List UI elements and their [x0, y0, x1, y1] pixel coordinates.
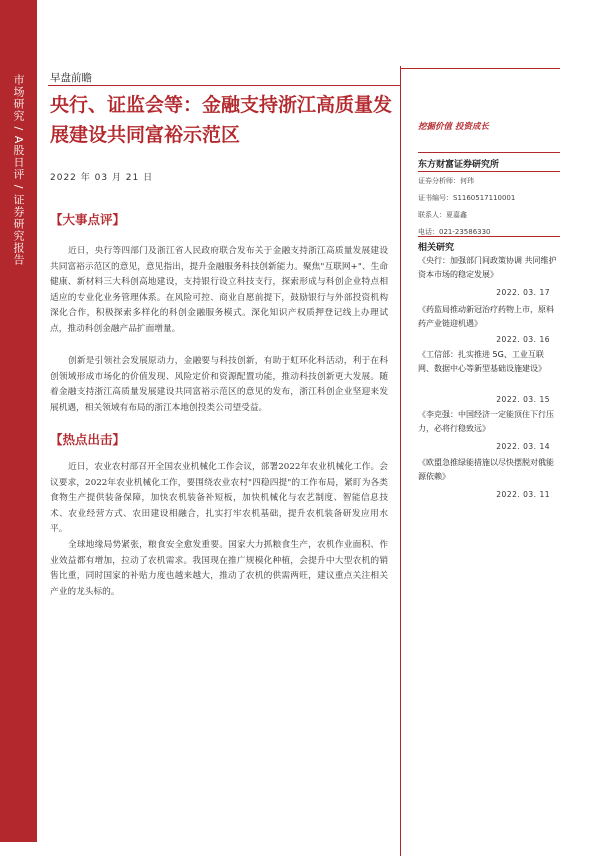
- slogan: 挖掘价值 投资成长: [418, 122, 489, 132]
- red-sidebar: [0, 0, 37, 842]
- paragraph: 近日，农业农村部召开全国农业机械化工作会议，部署2022年农业机械化工作。会议要求，2022年农业机械化工作，要围绕农业农村"四稳四提"的工作布局，紧盯为各类食物生产提供装备保障，加快农机装备补短板，加快机械化与农艺制度、智能信息技术、农业经营方式、农田建设相融合，扎实打牢农机基础，提升农机装备研发应用水平。: [50, 462, 388, 534]
- related-report-link[interactable]: 《工信部：扎实推进 5G、工业互联网、数据中心等新型基础设施建设》: [418, 350, 546, 373]
- related-report-date: 2022. 03. 15: [496, 395, 550, 404]
- page-title: 央行、证监会等：金融支持浙江高质量发展建设共同富裕示范区: [50, 94, 393, 146]
- section-heading-hotspots: 【热点出击】: [50, 432, 126, 447]
- right-rule-related: [418, 236, 560, 237]
- related-report-date: 2022. 03. 16: [496, 335, 550, 344]
- cert-number: 证书编号：S1160517110001: [418, 194, 516, 202]
- institute-name: 东方财富证券研究所: [418, 160, 500, 170]
- phone: 电话：021-23586330: [418, 228, 491, 236]
- right-rule-institute: [418, 171, 560, 172]
- related-heading: 相关研究: [418, 243, 455, 253]
- related-report-date: 2022. 03. 17: [496, 288, 550, 297]
- related-report-link[interactable]: 《欧盟急推绿能措施以尽快摆脱对俄能源依赖》: [418, 458, 554, 481]
- column-divider: [400, 66, 401, 856]
- right-header-divider: [400, 68, 560, 69]
- paragraph: 创新是引领社会发展原动力，金融要与科技创新，有助于虹环化科活动，利于在科创领域形成市场化的价值发现、风险定价和资源配置功能，推动科技创新更大发展。随着金融支持浙江高质量发展建设共同富裕示范区的意见的发布，浙江科创企业坚迎来发展机遇，相关领域有布局的浙江本地创投类公司望受益。: [50, 356, 388, 413]
- paragraph: 近日，央行等四部门及浙江省人民政府联合发布关于金融支持浙江高质量发展建设共同富裕示范区的意见，意见指出，提升金融服务科技创新能力。聚焦"互联网+"、生命健康、新材料三大科创高地建设，支持银行设立科技支行，探索形成与科创企业特点相适应的专业化业务管理体系。在风险可控、商业自愿前提下，鼓励银行与外部投资机构深化合作，积极探索多样化的科创金融服务模式。深化知识产权质押登记线上办理试点，推动科创金融产品扩面增量。: [50, 246, 388, 334]
- paragraph: 全球地缘局势紧张，粮食安全愈发重要。国家大力抓粮食生产，农机作业面积、作业效益都有增加，拉动了农机需求。我国现在推广规模化种植，会提升中大型农机的销售比重，同时国家的补贴力度也越来越大，推动了农机的供需两旺，建议重点关注相关产业的龙头标的。: [50, 540, 388, 597]
- related-report-link[interactable]: 《央行：加强部门间政策协调 共同维护资本市场的稳定发展》: [418, 256, 557, 279]
- header-divider: [48, 85, 401, 86]
- analyst: 证券分析师：何玮: [418, 177, 474, 185]
- contact: 联系人：夏嘉鑫: [418, 211, 467, 219]
- related-report-link[interactable]: 《药监局推动新冠治疗药物上市，原料药产业链迎机遇》: [418, 305, 554, 328]
- related-report-date: 2022. 03. 14: [496, 442, 550, 451]
- right-rule-top: [418, 152, 560, 153]
- report-type: 早盘前瞻: [50, 72, 92, 84]
- related-report-link[interactable]: 《李克强：中国经济一定能顶住下行压力，必将行稳致远》: [418, 410, 554, 433]
- section-heading-text: 热点出击: [62, 432, 113, 447]
- report-date: 2022 年 03 月 21 日: [50, 173, 154, 183]
- section-heading-text: 大事点评: [62, 212, 113, 227]
- section-heading-events: 【大事点评】: [50, 212, 126, 227]
- related-report-date: 2022. 03. 11: [496, 490, 550, 499]
- sidebar-label: 市场研究 / A股日评 / 证券研究报告: [12, 74, 25, 266]
